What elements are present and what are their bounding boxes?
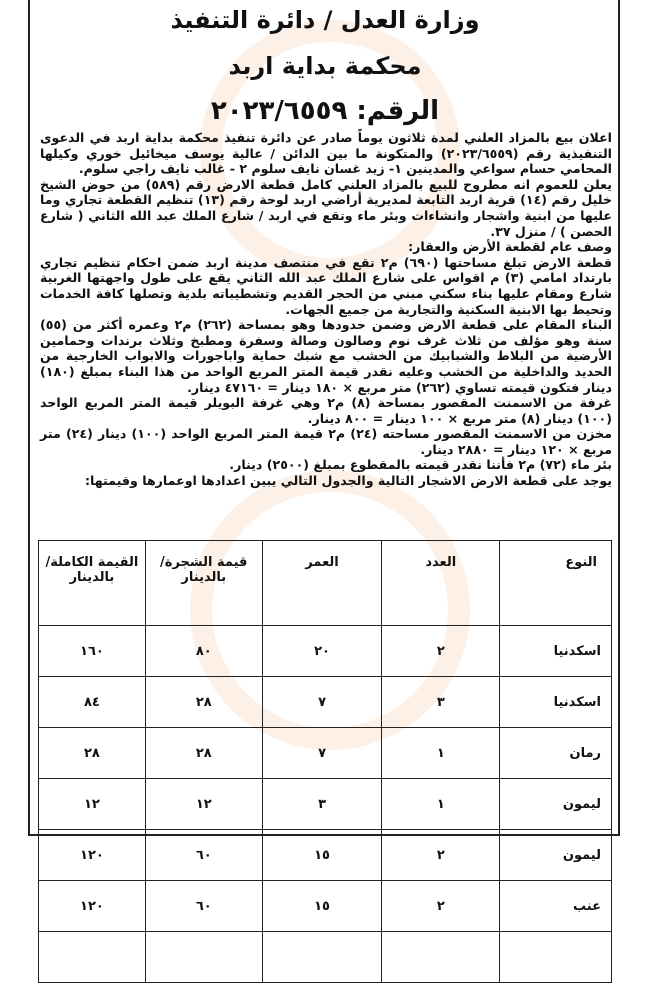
cell-age: ١٥ — [262, 881, 382, 932]
paragraph: غرفة من الاسمنت المقصور بمساحة (٨) م٢ وهي غرفة البويلر قيمة المتر المربع الواحد (١٠٠) دينار (٨) متر مربع × ١٠٠ دينار = ٨٠٠ دينار. — [40, 395, 612, 426]
paragraph: مخزن من الاسمنت المقصور مساحته (٢٤) م٢ قيمة المتر المربع الواحد (١٠٠) دينار (٢٤) متر مربع × ١٢٠ دينار = ٢٨٨٠ دينار. — [40, 426, 612, 457]
cell-empty — [262, 932, 382, 983]
trees-table — [38, 540, 612, 983]
header-tree-value: قيمة الشجرة/ بالدينار — [145, 541, 262, 626]
announcement-body — [40, 130, 612, 489]
court-title: محكمة بداية اربد — [228, 52, 422, 80]
ministry-title: وزارة العدل / دائرة التنفيذ — [170, 6, 480, 34]
cell-count: ٢ — [382, 626, 500, 677]
cell-tree-value: ٢٨ — [145, 677, 262, 728]
cell-total-value: ١٦٠ — [39, 626, 146, 677]
cell-type: اسكدنيا — [500, 626, 612, 677]
cell-tree-value: ١٢ — [145, 779, 262, 830]
cell-count: ٢ — [382, 830, 500, 881]
table-row — [39, 677, 612, 728]
cell-empty — [382, 932, 500, 983]
cell-type: رمان — [500, 728, 612, 779]
paragraph: وصف عام لقطعة الأرض والعقار: — [408, 239, 612, 255]
cell-type: عنب — [500, 881, 612, 932]
cell-tree-value: ٦٠ — [145, 881, 262, 932]
cell-total-value: ١٢٠ — [39, 881, 146, 932]
header-age: العمر — [262, 541, 382, 626]
cell-empty — [39, 932, 146, 983]
paragraph: يعلن للعموم انه مطروح للبيع بالمزاد العلني كامل قطعة الارض رقم (٥٨٩) من حوض الشيخ خليل رقم (١٤) قرية اربد التابعة لمديرية أراضي اربد لوحة رقم (١٣) تنظيم القطعة تجاري وما عليها من ابنية واشجار وانشاءات وبئر ماء وتقع في اربد / شارع الملك عبد الله الثاني ( شارع الحصن ) / منزل ٣٧. — [40, 176, 612, 239]
paragraph: بئر ماء (٧٢) م٢ فأننا نقدر قيمته بالمقطوع بمبلغ (٢٥٠٠) دينار. — [229, 457, 612, 473]
cell-count: ١ — [382, 779, 500, 830]
cell-type: ليمون — [500, 830, 612, 881]
cell-empty — [145, 932, 262, 983]
cell-age: ٧ — [262, 728, 382, 779]
paragraph: اعلان بيع بالمزاد العلني لمدة ثلاثون يوماً صادر عن دائرة تنفيذ محكمة بداية اربد في الدعوى التنفيذية رقم (٢٠٢٣/٦٥٥٩) والمتكونة ما بين الدائن / عالية يوسف ميخائيل خوري وكيلها المحامي حسام سواعي والمدينين ١- زيد غسان نايف سلوم ٢ - غالب نايف راجي سلوم. — [40, 130, 612, 177]
cell-empty — [500, 932, 612, 983]
cell-tree-value: ٨٠ — [145, 626, 262, 677]
case-number: الرقم: ٢٠٢٣/٦٥٥٩ — [210, 96, 440, 126]
table-row — [39, 881, 612, 932]
cell-age: ٣ — [262, 779, 382, 830]
cell-type: اسكدنيا — [500, 677, 612, 728]
cell-count: ٣ — [382, 677, 500, 728]
header-count: العدد — [382, 541, 500, 626]
header-total-value: القيمة الكاملة/ بالدينار — [39, 541, 146, 626]
table-row — [39, 830, 612, 881]
table-row — [39, 626, 612, 677]
table-row — [39, 728, 612, 779]
cell-count: ٢ — [382, 881, 500, 932]
cell-total-value: ٢٨ — [39, 728, 146, 779]
cell-type: ليمون — [500, 779, 612, 830]
paragraph: قطعة الارض تبلغ مساحتها (٦٩٠) م٢ تقع في منتصف مدينة اربد ضمن احكام تنظيم تجاري بارتداد امامي (٣) م اقواس على شارع الملك عبد الله الثاني يقع على طول واجهتها الغربية شارع ومقام عليها بناء سكني مبني من الحجر القديم وتشطيباته بلدية وتصلها كافة الخدمات وتحيط بها الابنية السكنية والتجارية من جميع الجهات. — [40, 254, 613, 317]
cell-age: ١٥ — [262, 830, 382, 881]
cell-total-value: ١٢ — [39, 779, 146, 830]
paragraph: البناء المقام على قطعة الارض وضمن حدودها وهو بمساحة (٢٦٢) م٢ وعمره أكثر من (٥٥) سنة وهو مؤلف من ثلاث غرف نوم وصالون وصالة وسفرة ومطبخ وثلاث برندات وحمامين الأرضية من البلاط والشبابيك من الخشب مع شبك حماية واباجورات والابواب الخارجية من الحديد والداخلية من الخشب وعليه نقدر قيمة المتر المربع الواحد من هذا البناء بمبلغ (١٨٠) دينار فتكون قيمته تساوي (٢٦٢) متر مربع × ١٨٠ دينار = ٤٧١٦٠ دينار. — [40, 317, 612, 395]
cell-age: ٧ — [262, 677, 382, 728]
cell-tree-value: ٢٨ — [145, 728, 262, 779]
cell-total-value: ٨٤ — [39, 677, 146, 728]
table-row — [39, 932, 612, 983]
cell-tree-value: ٦٠ — [145, 830, 262, 881]
cell-count: ١ — [382, 728, 500, 779]
cell-age: ٢٠ — [262, 626, 382, 677]
table-header-row — [39, 541, 612, 626]
paragraph: يوجد على قطعة الارض الاشجار التالية والجدول التالي يبين اعدادها اوعمارها وقيمتها: — [84, 473, 612, 489]
cell-total-value: ١٢٠ — [39, 830, 146, 881]
header-type: النوع — [500, 541, 612, 626]
